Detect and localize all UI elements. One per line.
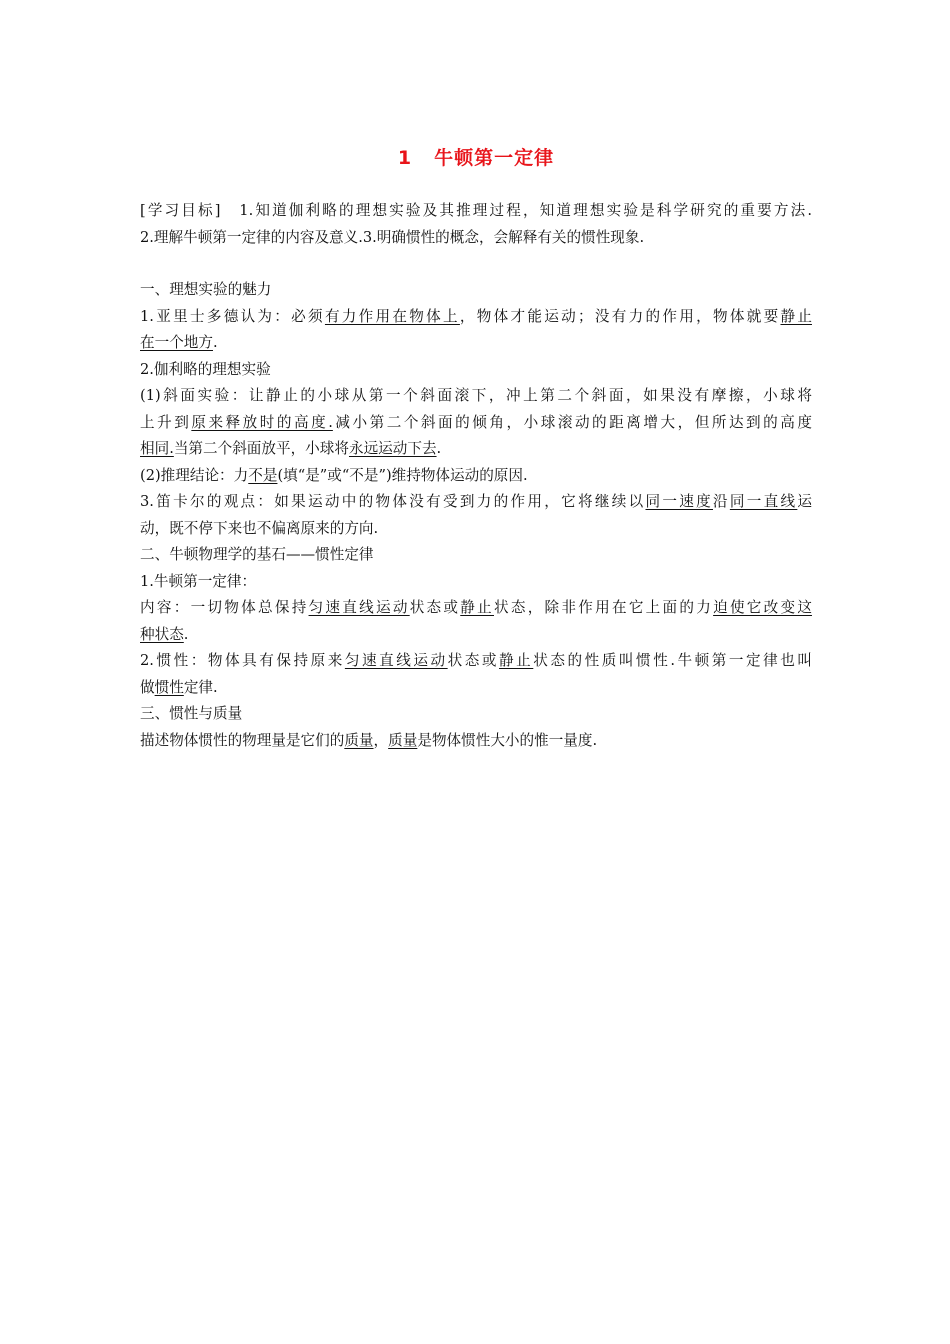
text-line — [140, 277, 812, 304]
title-number: 1 — [397, 147, 413, 169]
answer-blank: 迫使它改变这 — [713, 599, 812, 616]
text-line — [140, 622, 812, 649]
text-line — [140, 330, 812, 357]
text-segment: . — [436, 440, 442, 457]
text-segment: 状态的性质叫惯性.牛顿第一定律也叫 — [533, 652, 812, 669]
answer-blank: 质量 — [344, 731, 374, 749]
answer-blank: 原来释放时的高度. — [191, 413, 333, 431]
title-text: 牛顿第一定律 — [434, 147, 555, 169]
answer-blank: 匀速直线运动 — [344, 652, 448, 669]
text-segment: 上升到 — [140, 413, 192, 431]
answer-blank: 不是 — [248, 466, 278, 484]
answer-blank: 相同. — [140, 440, 174, 457]
text-segment: 动，既不停下来也不偏离原来的方向. — [140, 519, 379, 537]
text-segment: 描述物体惯性的物理量是它们的 — [140, 731, 345, 749]
text-line — [140, 304, 812, 331]
text-segment: 1.亚里士多德认为：必须 — [140, 307, 325, 325]
text-line — [140, 648, 812, 675]
text-segment: 1.牛顿第一定律： — [140, 572, 257, 590]
text-line — [140, 701, 812, 728]
text-line — [140, 357, 812, 384]
text-line — [140, 410, 812, 437]
text-line — [140, 383, 812, 410]
text-line — [140, 198, 812, 225]
text-segment: 当第二个斜面放平，小球将 — [173, 440, 349, 457]
text-segment: 2.伽利略的理想实验 — [140, 360, 271, 378]
answer-blank: 同一速度 — [645, 493, 713, 510]
text-segment: 2.理解牛顿第一定律的内容及意义.3.明确惯性的概念，会解释有关的惯性现象. — [140, 228, 645, 246]
blank-line — [140, 251, 812, 277]
text-segment: 做 — [140, 678, 155, 696]
text-segment: 一、理想实验的魅力 — [140, 281, 272, 298]
text-segment: 二、牛顿物理学的基石——惯性定律 — [140, 546, 374, 563]
text-segment: 三、惯性与质量 — [140, 705, 243, 722]
text-segment: 状态，除非作用在它上面的力 — [493, 599, 714, 616]
answer-blank: 种状态 — [140, 625, 184, 643]
text-line — [140, 569, 812, 596]
answer-blank: 匀速直线运动 — [308, 599, 410, 616]
text-segment: 是物体惯性大小的惟一量度. — [417, 731, 598, 749]
answer-blank: 有力作用在物体上 — [324, 307, 460, 325]
text-segment: 2.惯性：物体具有保持原来 — [140, 652, 345, 669]
text-segment: 运 — [797, 493, 812, 510]
text-segment: 3.笛卡尔的观点：如果运动中的物体没有受到力的作用，它将继续以 — [140, 493, 646, 510]
text-segment: ，物体才能运动；没有力的作用，物体就要 — [459, 307, 781, 325]
text-segment: 沿 — [713, 493, 730, 510]
answer-blank: 质量 — [388, 731, 418, 749]
text-line — [140, 489, 812, 516]
answer-blank: 惯性 — [154, 678, 184, 696]
document-title — [140, 143, 812, 170]
text-segment: 状态或 — [447, 652, 500, 669]
answer-blank: 在一个地方 — [140, 334, 213, 351]
text-segment: 减小第二个斜面的倾角，小球滚动的距离增大，但所达到的高度 — [332, 413, 812, 431]
text-segment: 内容：一切物体总保持 — [140, 599, 309, 616]
text-line — [140, 542, 812, 569]
text-line — [140, 436, 812, 463]
text-segment: (2)推理结论：力 — [140, 466, 249, 484]
text-segment: . — [212, 334, 218, 351]
text-line — [140, 728, 812, 755]
answer-blank: 静止 — [460, 599, 494, 616]
text-line — [140, 516, 812, 543]
text-segment: [学习目标] 1.知道伽利略的理想实验及其推理过程，知道理想实验是科学研究的重要方法. — [140, 202, 812, 219]
text-line — [140, 675, 812, 702]
answer-blank: 同一直线 — [729, 493, 798, 510]
answer-blank: 静止 — [780, 307, 812, 325]
text-line — [140, 595, 812, 622]
text-segment: ， — [373, 731, 389, 749]
text-segment: (1)斜面实验：让静止的小球从第一个斜面滚下，冲上第二个斜面，如果没有摩擦，小球将 — [140, 387, 812, 404]
text-line — [140, 225, 812, 252]
answer-blank: 永远运动下去 — [348, 440, 437, 457]
answer-blank: 静止 — [499, 652, 534, 669]
text-segment: 定律. — [183, 678, 218, 696]
document-body — [140, 198, 812, 754]
text-line — [140, 463, 812, 490]
text-segment: 状态或 — [409, 599, 461, 616]
text-segment: (填“是”或“不是”)维持物体运动的原因. — [277, 466, 528, 484]
text-segment: . — [183, 625, 189, 643]
